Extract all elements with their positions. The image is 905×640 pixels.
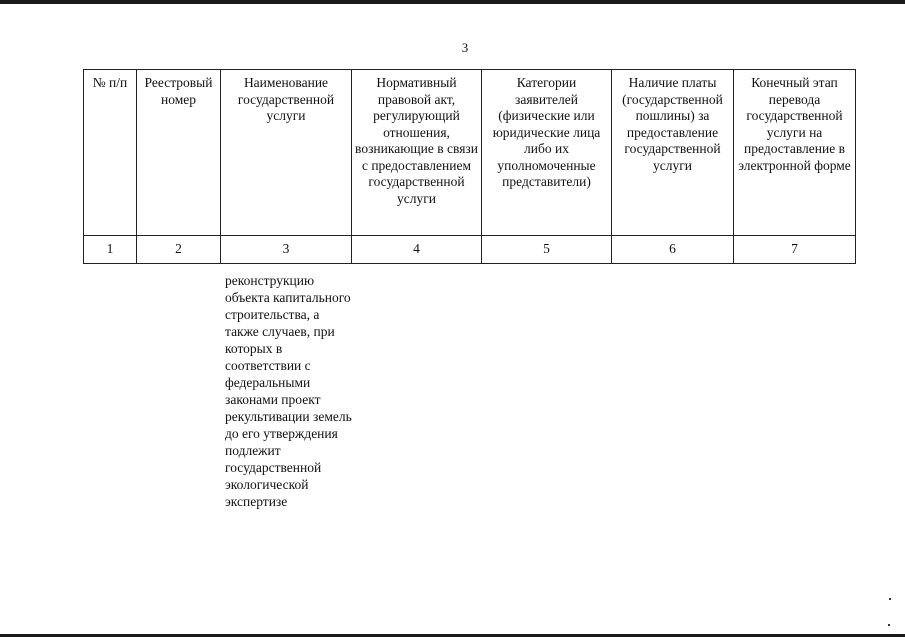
bottom-border-line: [0, 634, 905, 637]
header-cell-registry-number: Реестровый номер: [137, 70, 221, 236]
services-table: [83, 69, 856, 264]
header-cell-service-name: Наименование государственной услуги: [221, 70, 352, 236]
column-number-cell: 2: [137, 236, 221, 264]
header-cell-fee: Наличие платы (государственной пошлины) за предоставление государственной услуги: [612, 70, 734, 236]
column-number-cell: 5: [482, 236, 612, 264]
header-cell-number: № п/п: [84, 70, 137, 236]
service-name-continuation: реконструкцию объекта капитального строительства, а также случаев, при которых в соответствии с федеральными законами проект рекультивации земель до его утверждения подлежит государственной экологической экспертизе: [225, 273, 352, 509]
column-number-cell: 4: [352, 236, 482, 264]
header-row: [84, 70, 856, 236]
column-number-cell: 6: [612, 236, 734, 264]
column-number-cell: 3: [221, 236, 352, 264]
top-border-line: [0, 0, 905, 4]
page-number: 3: [461, 40, 469, 55]
scan-speck: [888, 624, 890, 626]
column-number-cell: 7: [734, 236, 856, 264]
column-number-cell: 1: [84, 236, 137, 264]
column-number-row: [84, 236, 856, 264]
header-cell-legal-act: Нормативный правовой акт, регулирующий отношения, возникающие в связи с предоставлением государственной услуги: [352, 70, 482, 236]
header-cell-applicant-categories: Категории заявителей (физические или юридические лица либо их уполномоченные представители): [482, 70, 612, 236]
scan-speck: [889, 598, 891, 600]
header-cell-final-stage: Конечный этап перевода государственной услуги на предоставление в электронной форме: [734, 70, 856, 236]
